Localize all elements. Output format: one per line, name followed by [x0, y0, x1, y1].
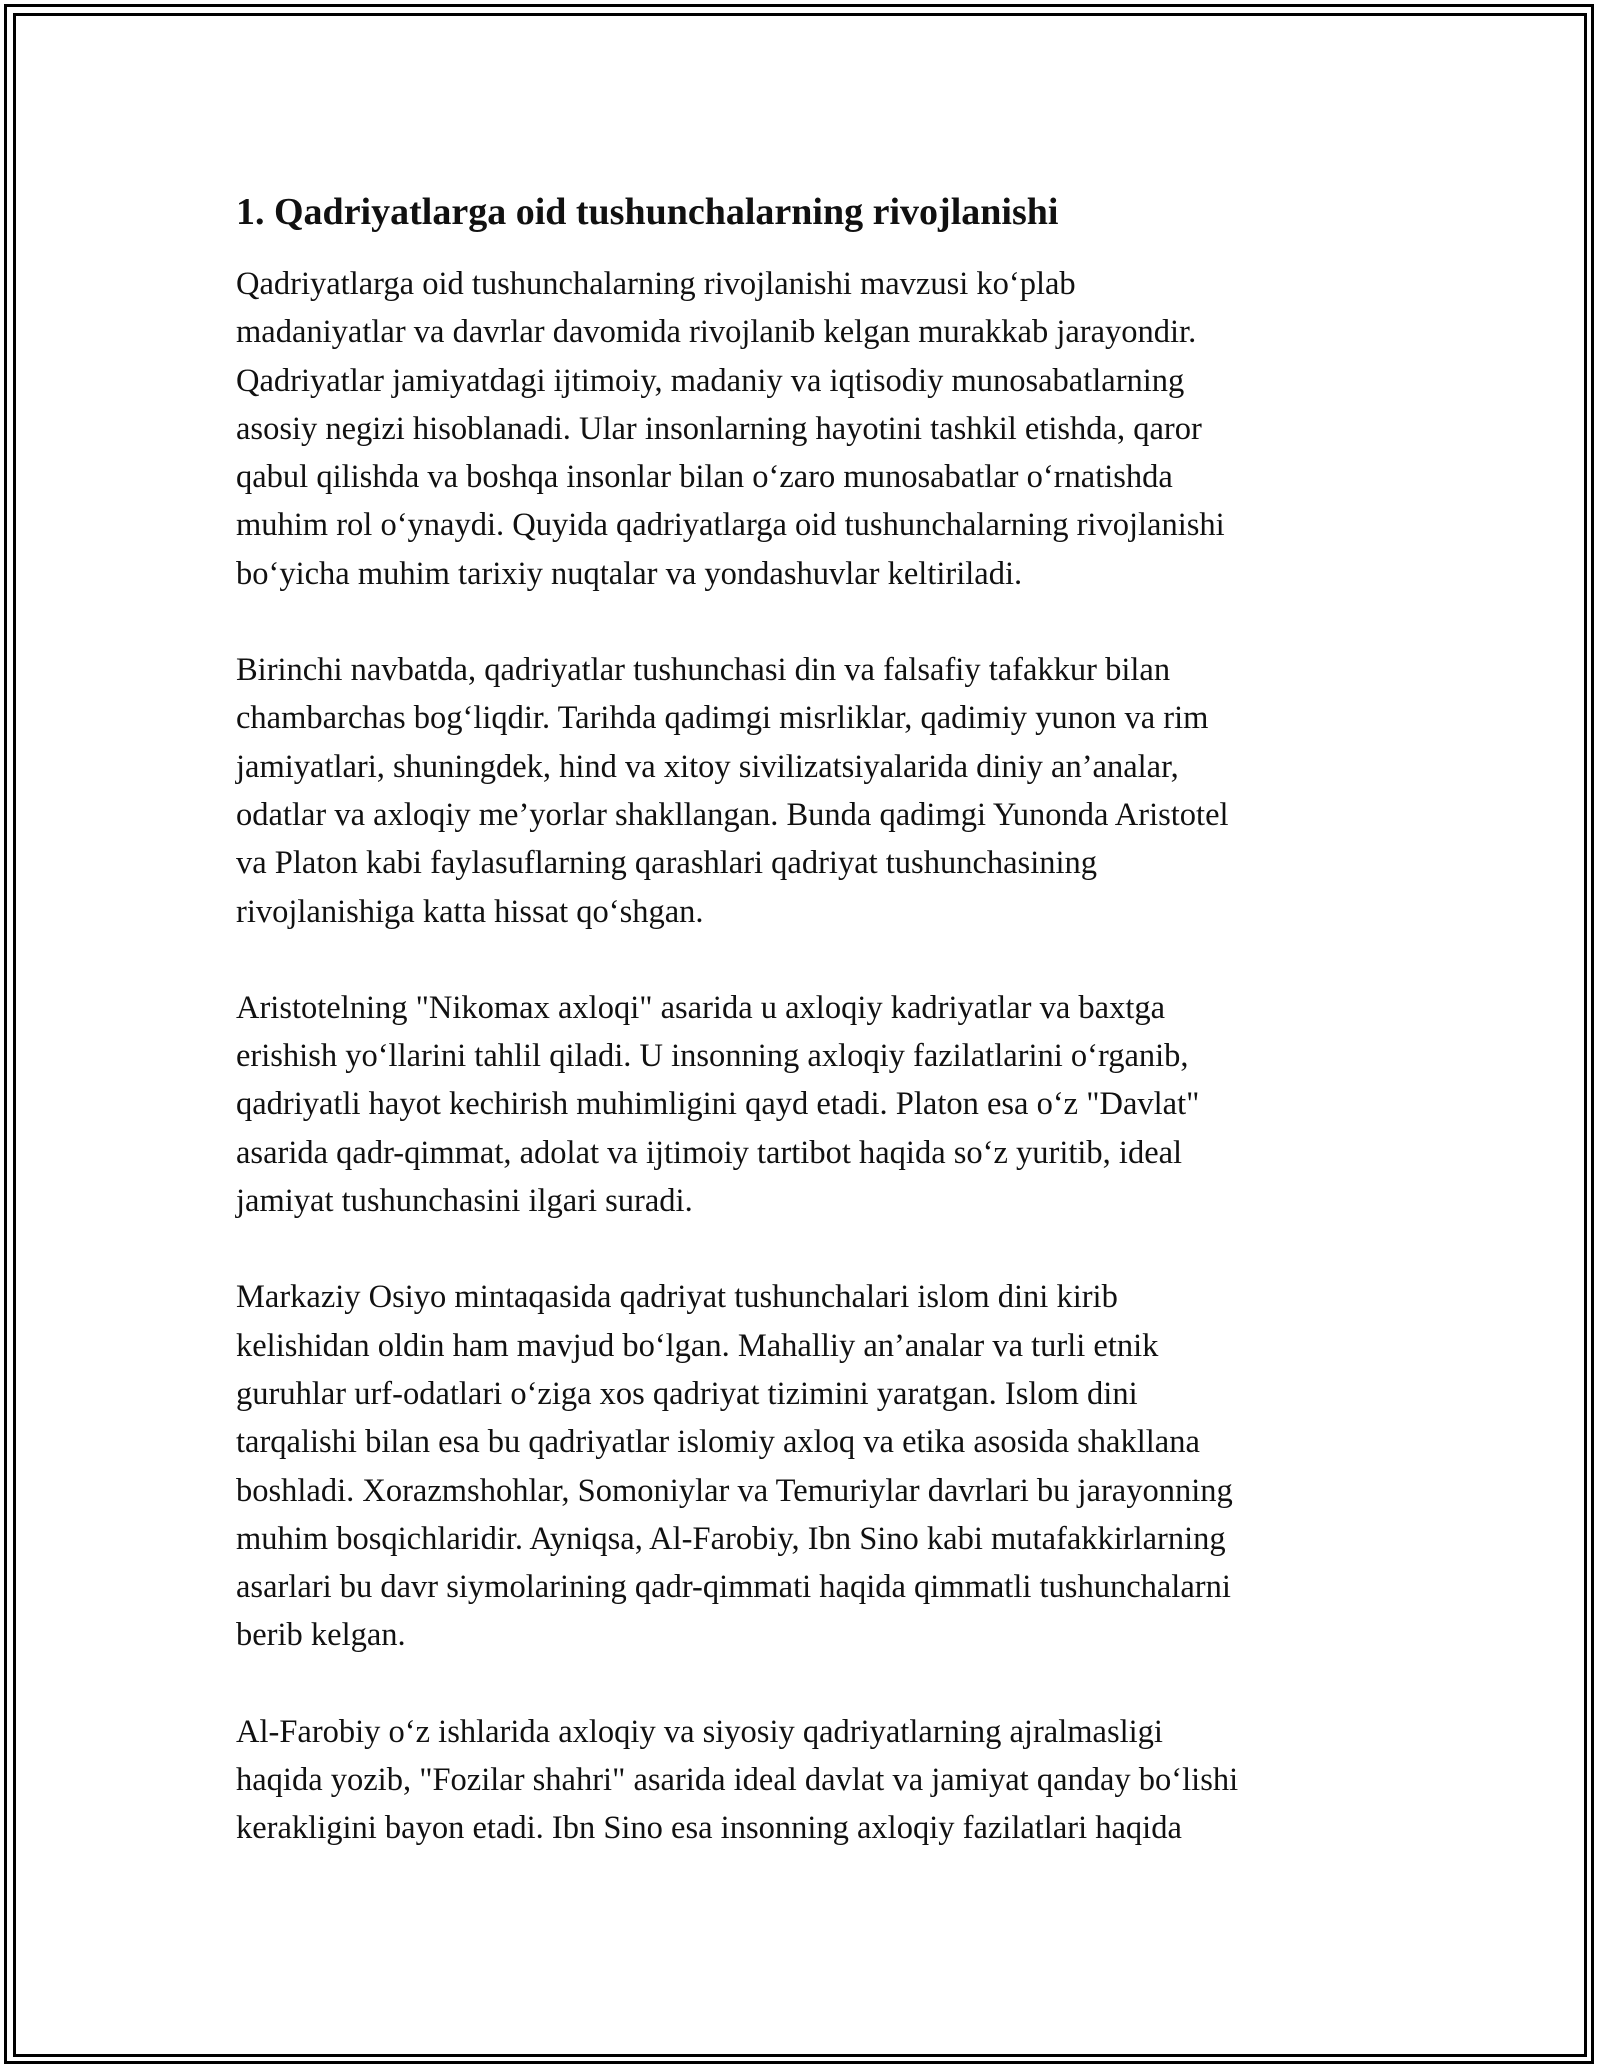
text-line: muhim rol o‘ynaydi. Quyida qadriyatlarga oid tushunchalarning rivojlanishi [236, 507, 1225, 544]
text-line: qabul qilishda va boshqa insonlar bilan o‘zaro munosabatlar o‘rnatishda [236, 459, 1173, 496]
text-line: Qadriyatlar jamiyatdagi ijtimoiy, madaniy va iqtisodiy munosabatlarning [236, 362, 1185, 399]
paragraph [236, 646, 1376, 936]
text-line: haqida yozib, "Fozilar shahri" asarida ideal davlat va jamiyat qanday bo‘lishi [236, 1762, 1239, 1799]
section-heading: 1. Qadriyatlarga oid tushunchalarning rivojlanishi [236, 191, 1059, 233]
text-line: boshladi. Xorazmshohlar, Somoniylar va Temuriylar davrlari bu jarayonning [236, 1472, 1233, 1509]
text-line: asarida qadr-qimmat, adolat va ijtimoiy tartibot haqida so‘z yuritib, ideal [236, 1134, 1183, 1171]
text-line: berib kelgan. [236, 1617, 406, 1654]
text-line: qadriyatli hayot kechirish muhimligini qayd etadi. Platon esa o‘z "Davlat" [236, 1086, 1200, 1123]
paragraph [236, 1708, 1376, 1853]
text-line: jamiyatlari, shuningdek, hind va xitoy sivilizatsiyalarida diniy an’analar, [236, 748, 1179, 785]
text-line: Qadriyatlarga oid tushunchalarning rivojlanishi mavzusi ko‘plab [236, 266, 1076, 302]
text-line: guruhlar urf-odatlari o‘ziga xos qadriyat tizimini yaratgan. Islom dini [236, 1375, 1138, 1412]
text-line: kelishidan oldin ham mavjud bo‘lgan. Mahalliy an’analar va turli etnik [236, 1327, 1159, 1364]
text-line: muhim bosqichlaridir. Ayniqsa, Al-Farobiy, Ibn Sino kabi mutafakkirlarning [236, 1520, 1226, 1557]
text-line: asosiy negizi hisoblanadi. Ular insonlarning hayotini tashkil etishda, qaror [236, 410, 1202, 447]
text-line: tarqalishi bilan esa bu qadriyatlar islomiy axloq va etika asosida shakllana [236, 1424, 1200, 1461]
text-line: Aristotelning "Nikomax axloqi" asarida u axloqiy kadriyatlar va baxtga [236, 989, 1166, 1026]
text-line: bo‘yicha muhim tarixiy nuqtalar va yondashuvlar keltiriladi. [236, 555, 1023, 592]
text-line: rivojlanishiga katta hissat qo‘shgan. [236, 893, 704, 930]
paragraph [236, 984, 1376, 1225]
paragraph [236, 1273, 1376, 1659]
text-line: Al-Farobiy o‘z ishlarida axloqiy va siyosiy qadriyatlarning ajralmasligi [236, 1713, 1163, 1750]
text-line: asarlari bu davr siymolarining qadr-qimmati haqida qimmatli tushunchalarni [236, 1569, 1231, 1606]
text-line: erishish yo‘llarini tahlil qiladi. U insonning axloqiy fazilatlarini o‘rganib, [236, 1038, 1189, 1075]
text-line: va Platon kabi faylasuflarning qarashlari qadriyat tushunchasining [236, 845, 1098, 882]
text-line: Markaziy Osiyo mintaqasida qadriyat tushunchalari islom dini kirib [236, 1279, 1118, 1316]
text-line: chambarchas bog‘liqdir. Tarihda qadimgi misrliklar, qadimiy yunon va rim [236, 700, 1209, 737]
paragraph [236, 260, 1376, 598]
text-line: odatlar va axloqiy me’yorlar shakllangan. Bunda qadimgi Yunonda Aristotel [236, 796, 1229, 833]
text-line: madaniyatlar va davrlar davomida rivojlanib kelgan murakkab jarayondir. [236, 314, 1197, 351]
text-line: kerakligini bayon etadi. Ibn Sino esa insonning axloqiy fazilatlari haqida [236, 1810, 1182, 1847]
text-line: jamiyat tushunchasini ilgari suradi. [236, 1183, 693, 1220]
document-body [236, 186, 1376, 1901]
text-line: Birinchi navbatda, qadriyatlar tushunchasi din va falsafiy tafakkur bilan [236, 652, 1171, 689]
